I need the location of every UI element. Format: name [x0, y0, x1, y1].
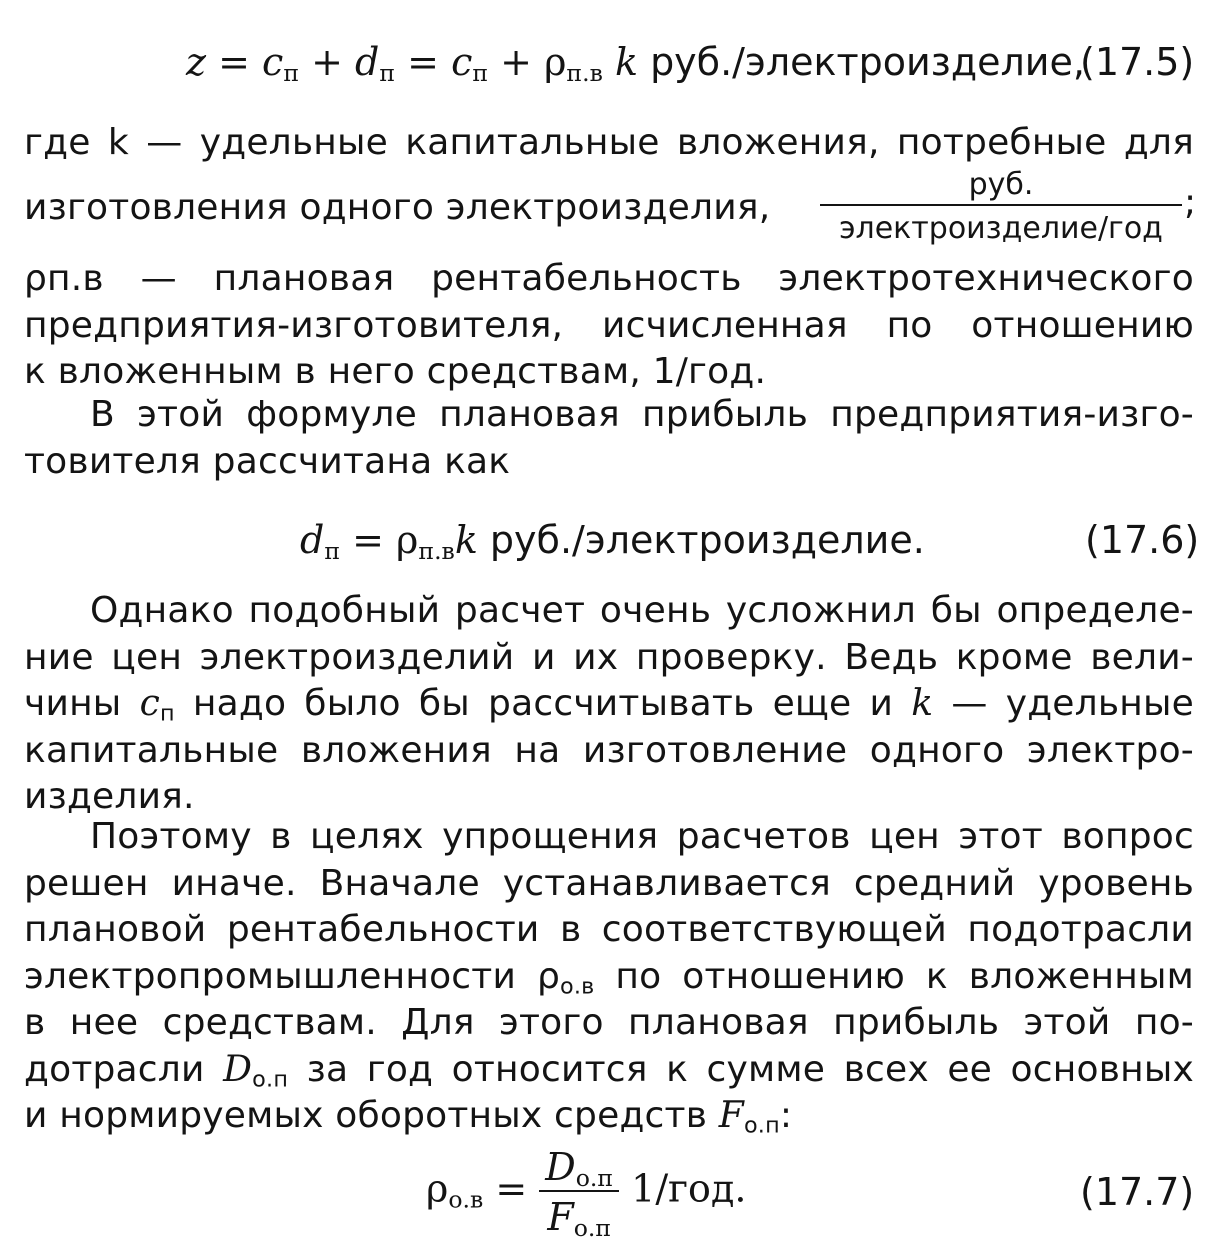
eq-var-rho: ρ	[544, 40, 567, 84]
eq-subscript: п	[379, 58, 396, 87]
text-fragment: дотрасли	[24, 1048, 224, 1090]
eq-sign: =	[483, 1166, 540, 1211]
eq-var-c: c	[262, 40, 284, 84]
text-line: Однако подобный расчет очень усложнил бы определе-	[90, 590, 1194, 631]
equation-number-17-5: (17.5)	[1080, 40, 1195, 84]
eq-subscript: п	[324, 536, 341, 565]
text-line: где k — удельные капитальные вложения, потребные для	[24, 122, 1194, 163]
eq-var-rho: ρ	[396, 518, 419, 562]
text-fragment: и нормируемых оборотных средств	[24, 1095, 719, 1136]
inline-subscript: п	[159, 700, 175, 727]
text-line: капитальные вложения на изготовление одного электро-	[24, 729, 1194, 771]
eq-var-c: c	[451, 40, 473, 84]
text-line: ρп.в — плановая рентабельность электротехнического	[24, 258, 1194, 299]
inline-var-rho: ρ	[536, 955, 561, 997]
eq-sign: =	[340, 518, 397, 562]
eq-subscript: п	[472, 58, 489, 87]
text-fragment: чины	[24, 683, 140, 724]
text-line: Поэтому в целях упрощения расчетов цен этот вопрос	[90, 816, 1194, 857]
text-fragment: надо было бы рассчитывать еще и	[174, 683, 912, 724]
fraction-numerator	[539, 1145, 619, 1192]
equation-fraction	[539, 1145, 619, 1242]
unit-fraction	[820, 168, 1182, 246]
eq-var-z: z	[186, 40, 207, 84]
eq-subscript: о.п	[575, 1163, 614, 1192]
text-line: изделия.	[24, 776, 195, 817]
eq-var-k: k	[614, 40, 638, 84]
eq-unit: 1/год.	[619, 1166, 747, 1211]
plus-sign: +	[488, 40, 545, 84]
text-line	[24, 1093, 1194, 1140]
eq-var-d: d	[355, 40, 380, 84]
text-line: предприятия-изготовителя, исчисленная по отношению	[24, 304, 1194, 346]
equation-17-7	[426, 1145, 747, 1242]
text-line: решен иначе. Вначале устанавливается средний уровень	[24, 862, 1194, 904]
text-line: ние цен электроизделий и их проверку. Ведь кроме вели-	[24, 636, 1194, 678]
unit-denominator: электроизделие/год	[839, 211, 1163, 246]
eq-subscript: о.п	[573, 1213, 612, 1242]
paragraph-formula-intro	[24, 392, 1194, 485]
inline-subscript: о.п	[252, 1066, 289, 1093]
eq-var-d: d	[300, 518, 325, 562]
text-line	[24, 681, 1194, 728]
semicolon: ;	[1184, 182, 1197, 223]
inline-var-D: D	[223, 1048, 253, 1090]
text-line	[24, 1047, 1194, 1094]
paragraph-therefore	[24, 814, 1194, 1140]
unit-numerator: руб.	[968, 167, 1034, 202]
text-line: к вложенным в него средствам, 1/год.	[24, 351, 767, 392]
eq-subscript: о.в	[448, 1185, 484, 1214]
text-fragment: электропромышленности	[24, 955, 537, 997]
eq-unit: руб./электроизделие,	[650, 40, 1085, 84]
text-fragment: :	[779, 1095, 793, 1136]
equation-number-17-6: (17.6)	[1085, 518, 1200, 562]
inline-subscript: о.п	[743, 1112, 780, 1139]
fraction-bar	[820, 204, 1182, 206]
inline-var-k: k	[911, 683, 934, 724]
inline-var-c: c	[139, 683, 160, 724]
text-fragment: за год относится к сумме всех ее основных	[288, 1048, 1194, 1090]
eq-var-F: F	[547, 1195, 574, 1239]
text-line: товителя рассчитана как	[24, 440, 511, 482]
eq-subscript: п.в	[418, 536, 455, 565]
inline-subscript: о.в	[560, 973, 595, 1000]
eq-sign: =	[206, 40, 263, 84]
eq-subscript: п.в	[566, 58, 603, 87]
text-line: В этой формуле плановая прибыль предприятия-изго-	[90, 394, 1194, 435]
eq-unit: руб./электроизделие.	[477, 518, 925, 562]
eq-var-k: k	[454, 518, 478, 562]
fraction-denominator	[539, 1192, 619, 1242]
eq-sign: =	[395, 40, 452, 84]
text-line: плановой рентабельности в соответствующей подотрасли	[24, 909, 1194, 950]
equation-17-6	[300, 518, 925, 565]
text-fragment: — удельные	[933, 683, 1194, 724]
equation-number-17-7: (17.7)	[1080, 1170, 1195, 1214]
where-block-continued	[24, 256, 1194, 396]
eq-var-rho: ρ	[426, 1166, 449, 1211]
plus-sign: +	[299, 40, 356, 84]
eq-var-D: D	[545, 1145, 576, 1189]
eq-subscript: п	[283, 58, 300, 87]
paragraph-however	[24, 588, 1194, 821]
text-fragment: изготовления одного электроизделия,	[24, 186, 771, 228]
text-fragment: по отношению к вложенным	[594, 955, 1194, 997]
inline-var-F: F	[718, 1095, 744, 1136]
text-line	[24, 954, 1194, 1001]
text-line: в нее средствам. Для этого плановая прибыль этой по-	[24, 1002, 1194, 1043]
equation-17-5	[186, 40, 1085, 87]
